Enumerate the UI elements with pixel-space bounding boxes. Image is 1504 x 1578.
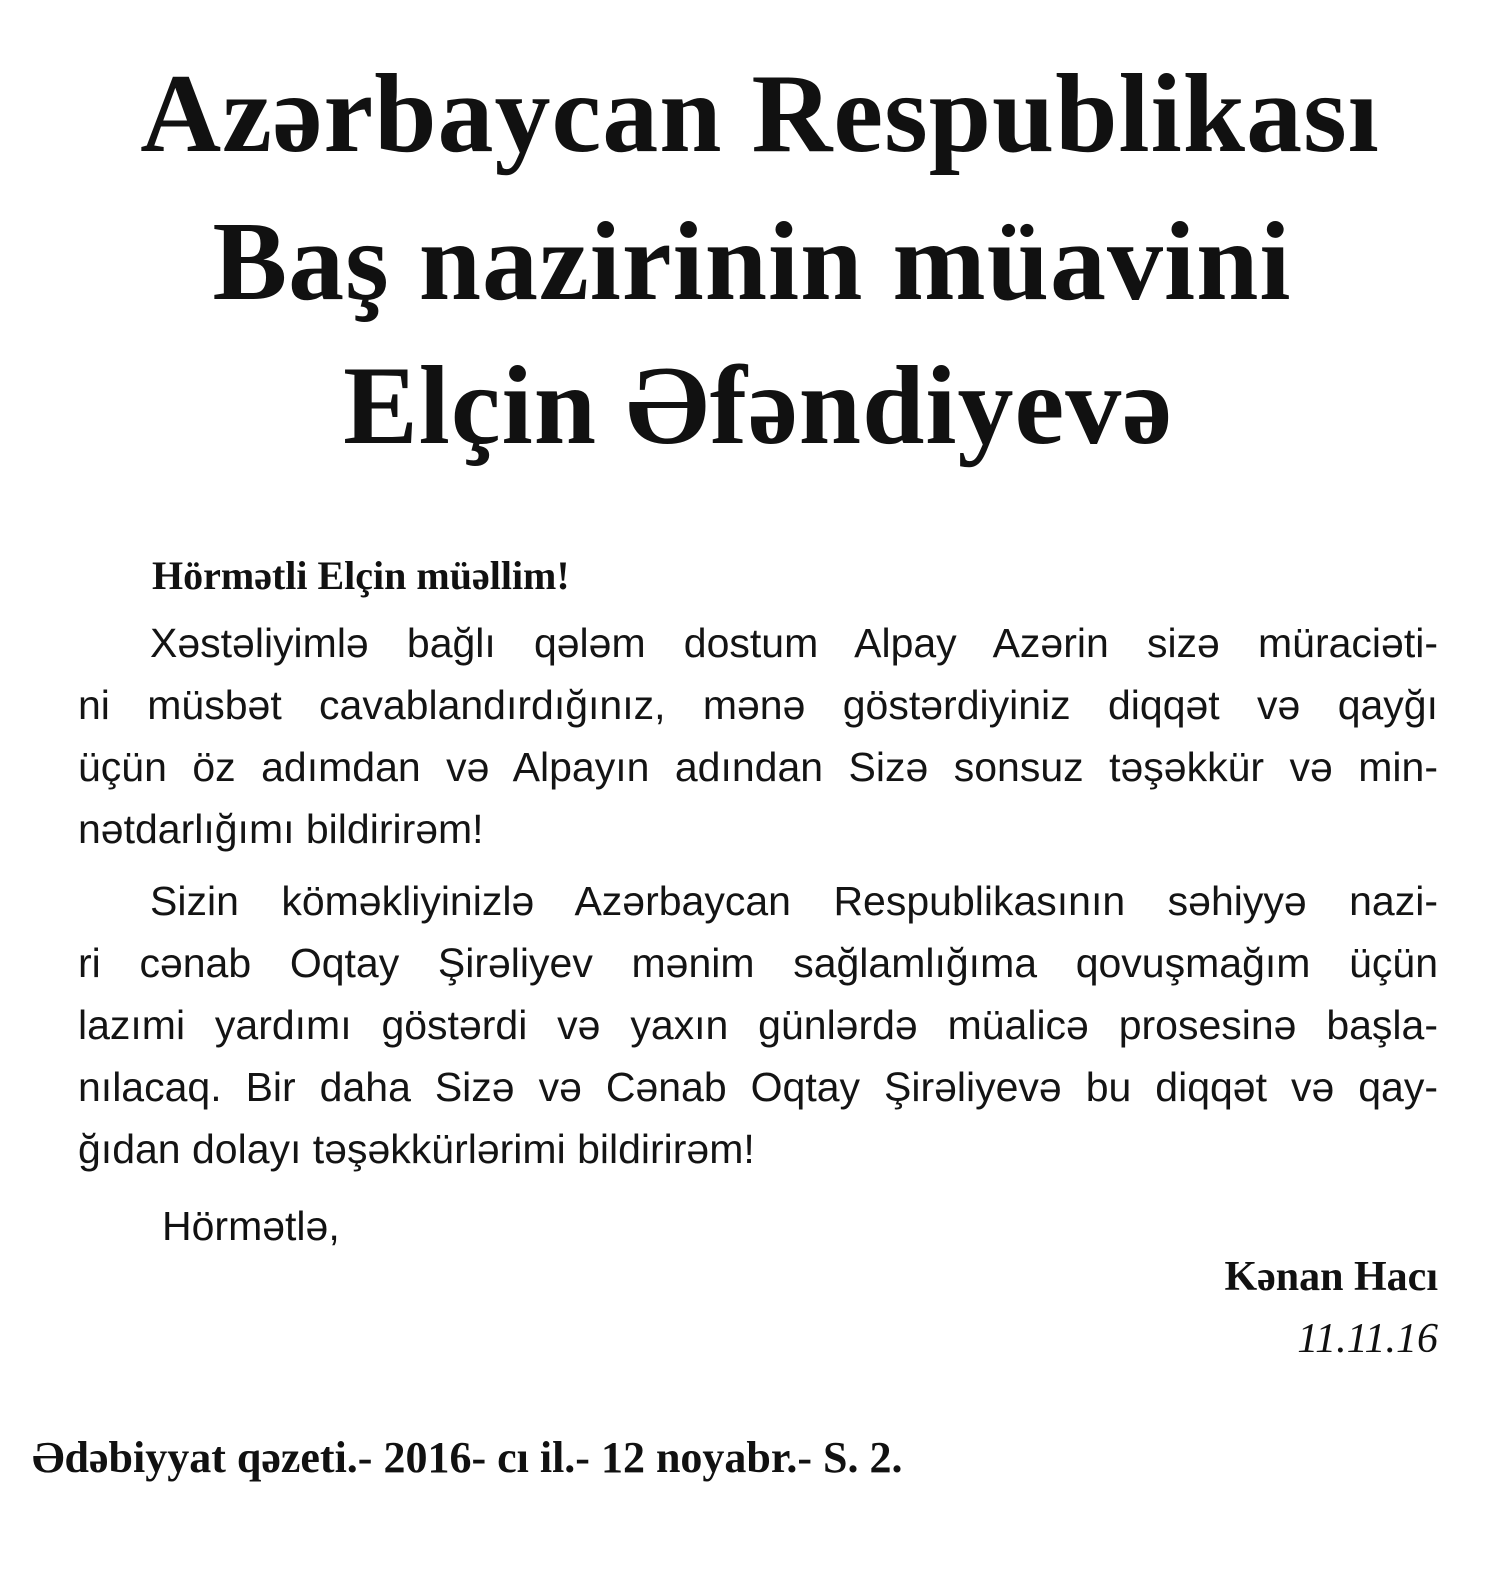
paragraph-line: ni müsbət cavablandırdığınız, mənə göstərdiyiniz diqqət və qayğı bbox=[78, 682, 1438, 728]
letter-date: 11.11.16 bbox=[1297, 1316, 1438, 1362]
title-line-3: Elçin Əfəndiyevə bbox=[343, 344, 1173, 468]
letter-salutation: Hörmətli Elçin müəllim! bbox=[152, 553, 570, 598]
paragraph-line: ri cənab Oqtay Şirəliyev mənim sağlamlığıma qovuşmağım üçün bbox=[78, 940, 1438, 986]
paragraph-line: ğıdan dolayı təşəkkürlərimi bildirirəm! bbox=[78, 1126, 755, 1172]
paragraph-line: Sizin köməkliyinizlə Azərbaycan Respublikasının səhiyyə nazi- bbox=[150, 878, 1438, 924]
letter-paragraph-2 bbox=[78, 870, 1438, 1180]
letter-paragraph-1 bbox=[78, 612, 1438, 860]
paragraph-line: Xəstəliyimlə bağlı qələm dostum Alpay Azərin sizə müraciəti- bbox=[150, 620, 1438, 666]
title-line-1: Azərbaycan Respublikası bbox=[140, 52, 1380, 176]
letter-signature: Kənan Hacı bbox=[1224, 1254, 1438, 1300]
source-citation: Ədəbiyyat qəzeti.- 2016- cı il.- 12 noyabr.- S. 2. bbox=[32, 1433, 903, 1482]
paragraph-line: üçün öz adımdan və Alpayın adından Sizə sonsuz təşəkkür və min- bbox=[78, 744, 1438, 790]
paragraph-line: lazımi yardımı göstərdi və yaxın günlərdə müalicə prosesinə başla- bbox=[78, 1002, 1438, 1048]
paragraph-line: nətdarlığımı bildirirəm! bbox=[78, 806, 484, 852]
letter-closing: Hörmətlə, bbox=[162, 1203, 340, 1249]
paragraph-line: nılacaq. Bir daha Sizə və Cənab Oqtay Şirəliyevə bu diqqət və qay- bbox=[78, 1064, 1438, 1110]
title-line-2: Baş nazirinin müavini bbox=[212, 200, 1292, 324]
